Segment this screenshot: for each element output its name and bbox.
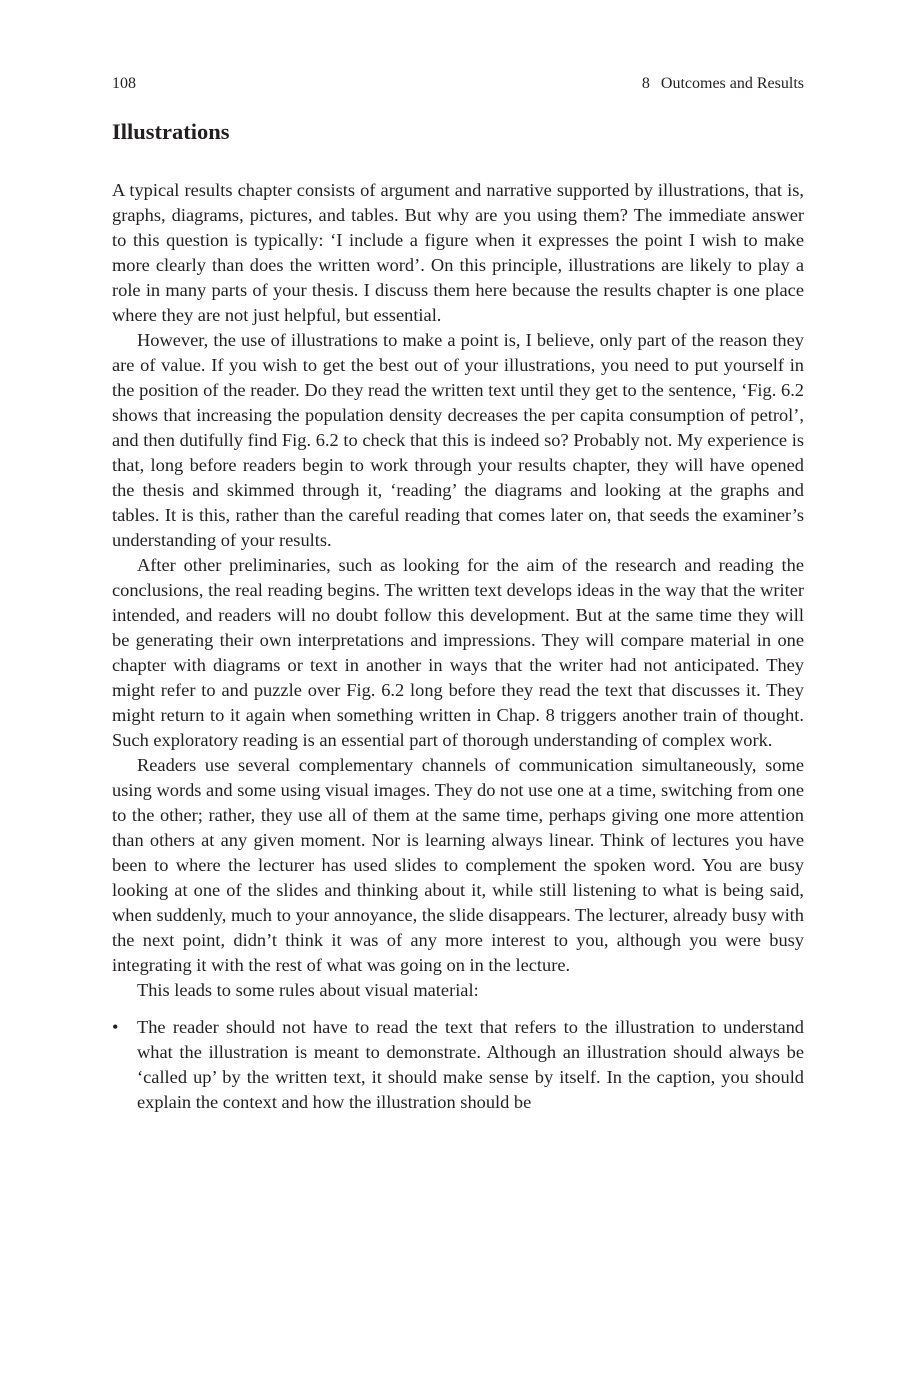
bullet-text: The reader should not have to read the text that refers to the illustration to understand what the illustration is meant to demonstrate. Although an illustration should always be ‘called up’ by the written text, it should make sense by itself. In the caption, you should explain the context and how the illustration should be <box>137 1017 804 1112</box>
chapter-number: 8 <box>641 75 650 92</box>
chapter-title: Outcomes and Results <box>660 75 804 92</box>
paragraph: Readers use several complementary channels of communication simultaneously, some using words and some using visual images. They do not use one at a time, switching from one to the other; rather, they use all of them at the same time, perhaps giving one more attention than others at any given moment. Nor is learning always linear. Think of lectures you have been to where the lecturer has used slides to complement the spoken word. You are busy looking at one of the slides and thinking about it, while still listening to what is being said, when suddenly, much to your annoyance, the slide disappears. The lecturer, already busy with the next point, didn’t think it was of any more interest to you, although you were busy integrating it with the rest of what was going on in the lecture. <box>112 755 804 975</box>
section-heading: Illustrations <box>112 119 230 144</box>
paragraph: However, the use of illustrations to make a point is, I believe, only part of the reason they are of value. If you wish to get the best out of your illustrations, you need to put yourself in the position of the reader. Do they read the written text until they get to the sentence, ‘Fig. 6.2 shows that increasing the population density decreases the per capita consumption of petrol’, and then dutifully find Fig. 6.2 to check that this is indeed so? Probably not. My experience is that, long before readers begin to work through your results chapter, they will have opened the thesis and skimmed through it, ‘reading’ the diagrams and looking at the graphs and tables. It is this, rather than the careful reading that comes later on, that seeds the examiner’s understanding of your results. <box>112 330 804 550</box>
chapter-running-title <box>642 74 804 94</box>
paragraph: This leads to some rules about visual material: <box>137 980 479 1000</box>
body-text <box>112 178 804 1115</box>
bullet-item <box>112 1015 804 1115</box>
page-number: 108 <box>112 75 136 92</box>
paragraph: After other preliminaries, such as looking for the aim of the research and reading the conclusions, the real reading begins. The written text develops ideas in the way that the writer intended, and readers will no doubt follow this development. But at the same time they will be generating their own interpretations and impressions. They will compare material in one chapter with diagrams or text in another in ways that the writer had not anticipated. They might refer to and puzzle over Fig. 6.2 long before they read the text that discusses it. They might return to it again when something written in Chap. 8 triggers another train of thought. Such exploratory reading is an essential part of thorough understanding of complex work. <box>112 555 804 750</box>
bullet-list <box>112 1015 804 1115</box>
paragraph: A typical results chapter consists of argument and narrative supported by illustrations, that is, graphs, diagrams, pictures, and tables. But why are you using them? The immediate answer to this question is typically: ‘I include a figure when it expresses the point I wish to make more clearly than does the written word’. On this principle, illustrations are likely to play a role in many parts of your thesis. I discuss them here because the results chapter is one place where they are not just helpful, but essential. <box>112 180 804 325</box>
bullet-icon: • <box>112 1017 119 1037</box>
